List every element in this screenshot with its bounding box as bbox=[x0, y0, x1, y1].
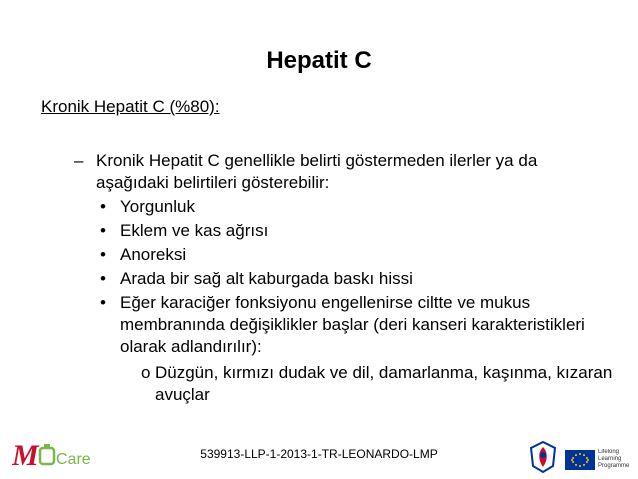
bullet-marker: • bbox=[100, 197, 106, 216]
bullet-text: Arada bir sağ alt kaburgada baskı hissi bbox=[120, 269, 413, 288]
bullet-marker: • bbox=[100, 293, 106, 312]
level1-item bbox=[74, 150, 614, 194]
slide-title: Hepatit C bbox=[266, 47, 372, 74]
bullet-marker: • bbox=[100, 221, 106, 240]
list-item bbox=[100, 292, 620, 358]
level3-item bbox=[141, 362, 621, 406]
bullet-text: Yorgunluk bbox=[120, 197, 195, 216]
level3-text: Düzgün, kırmızı dudak ve dil, damarlanma, kaşınma, kızaran avuçlar bbox=[155, 363, 613, 404]
project-code: 539913-LLP-1-2013-1-TR-LEONARDO-LMP bbox=[200, 447, 438, 461]
list-item bbox=[100, 196, 620, 218]
bullet-list bbox=[100, 196, 620, 360]
bullet-text: Eklem ve kas ağrısı bbox=[120, 221, 269, 240]
circle-marker: o bbox=[141, 363, 151, 382]
bullet-text: Anoreksi bbox=[120, 245, 187, 264]
eu-programme-label: Lifelong Learning Programme bbox=[598, 449, 630, 469]
bullet-text: Eğer karaciğer fonksiyonu engellenirse ciltte ve mukus membranında değişiklikler başlar (deri kanseri karakteristikleri olarak adlandırılır): bbox=[120, 293, 585, 356]
bullet-marker: • bbox=[100, 245, 106, 264]
level1-text: Kronik Hepatit C genellikle belirti göstermeden ilerler ya da aşağıdaki belirtileri gösterebilir: bbox=[96, 151, 538, 192]
list-item bbox=[100, 244, 620, 266]
slide-subtitle: Kronik Hepatit C (%80): bbox=[41, 97, 220, 116]
list-item bbox=[100, 268, 620, 290]
list-item bbox=[100, 220, 620, 242]
logo-letter-m: M bbox=[12, 439, 39, 472]
eu-flag-icon bbox=[565, 448, 631, 472]
institution-emblem-icon bbox=[528, 440, 558, 474]
bullet-marker: • bbox=[100, 269, 106, 288]
dash-marker: – bbox=[74, 151, 84, 170]
logo-care-text: Care bbox=[56, 451, 91, 468]
